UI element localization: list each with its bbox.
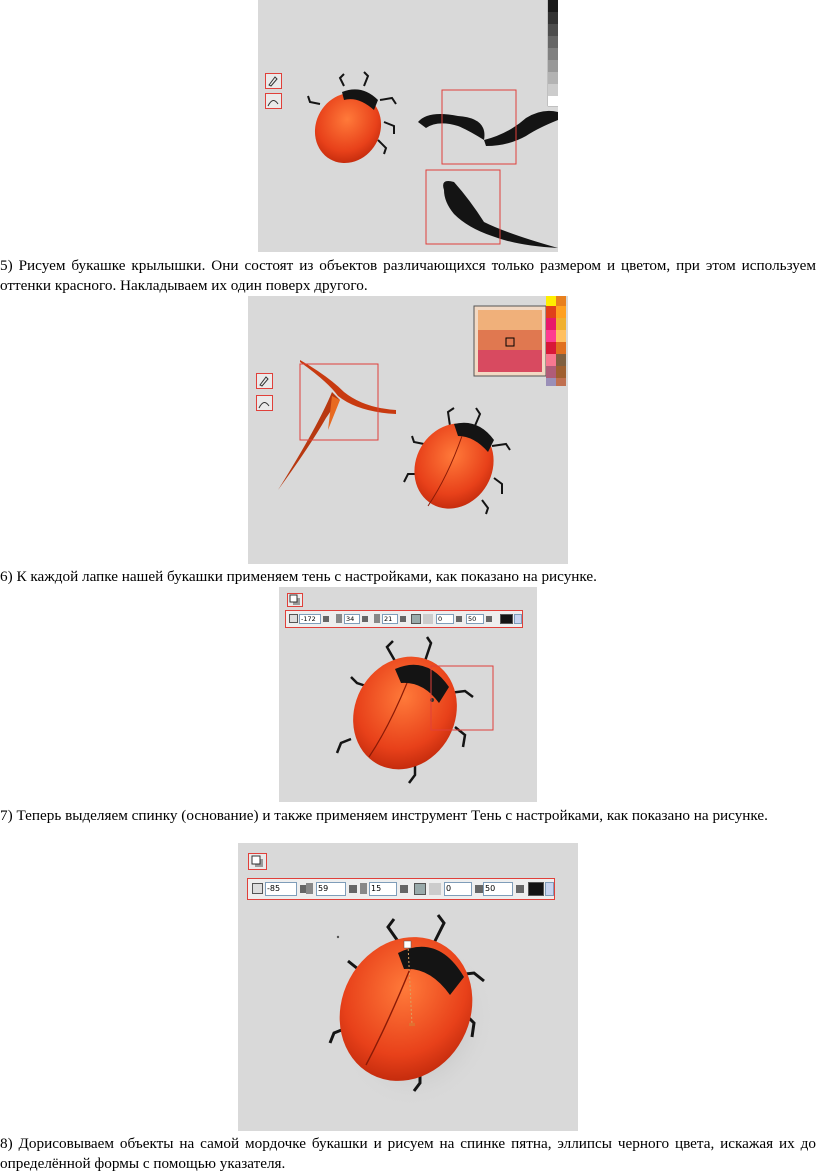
color-picker-grid[interactable] (474, 306, 546, 376)
black-tear-shape (443, 181, 558, 248)
shadow-start-handle[interactable] (404, 941, 411, 948)
wing-stroke-2 (278, 392, 340, 490)
illustration-1-canvas (258, 0, 558, 252)
bezier-icon (266, 94, 281, 108)
shadow-toolbar (285, 610, 523, 628)
color-palette-strip[interactable] (546, 296, 566, 386)
shadow-fade-field[interactable]: 0 (444, 882, 472, 896)
illustration-4 (238, 843, 578, 1131)
shadow-stretch-field[interactable]: 50 (466, 614, 484, 624)
shadow-angle-icon (252, 883, 263, 894)
shadow-toolbar (247, 878, 555, 900)
ladybug-body (399, 409, 509, 523)
bezier-icon (257, 396, 272, 410)
shadow-stretch-field[interactable]: 50 (483, 882, 513, 896)
illustration-3 (279, 587, 537, 802)
step-6-text: 6) К каждой лапке нашей букашки применяем тень с настройками, как показано на рисунке. (0, 568, 597, 585)
spin-arrows-icon[interactable] (486, 616, 492, 622)
illustration-2-canvas (248, 296, 568, 564)
step-8-text: 8) Дорисовываем объекты на самой мордочке букашки и рисуем на спинке пятна, эллипсы черного цвета, искажая их до определённой формы с помощью указателя. (0, 1135, 816, 1172)
feather-edges-icon[interactable] (423, 614, 433, 624)
ladybug-body (334, 638, 477, 787)
feather-direction-icon[interactable] (411, 614, 421, 624)
shadow-slider-handle[interactable] (409, 1023, 415, 1026)
black-stroke-shape-2 (484, 111, 558, 146)
spin-arrows-icon[interactable] (362, 616, 368, 622)
shadow-opacity-icon (336, 614, 342, 623)
shadow-fade-field[interactable]: 0 (436, 614, 454, 624)
freehand-tool-button[interactable] (265, 73, 282, 89)
grayscale-palette[interactable] (548, 0, 558, 106)
bezier-tool-button[interactable] (265, 93, 282, 109)
shadow-opacity-field[interactable]: 34 (344, 614, 360, 624)
shadow-feather-icon (374, 614, 380, 623)
spin-arrows-icon[interactable] (516, 885, 524, 893)
feather-direction-icon[interactable] (414, 883, 426, 895)
shadow-feather-field[interactable]: 21 (382, 614, 398, 624)
shadow-icon (249, 854, 266, 869)
spin-arrows-icon[interactable] (349, 885, 357, 893)
shadow-end-handle[interactable] (337, 936, 339, 938)
shadow-icon (288, 594, 302, 606)
bezier-tool-button[interactable] (256, 395, 273, 411)
freehand-tool-button[interactable] (256, 373, 273, 389)
spin-arrows-icon[interactable] (400, 885, 408, 893)
feather-edges-icon[interactable] (429, 883, 441, 895)
pen-icon (266, 74, 281, 88)
spin-arrows-icon[interactable] (400, 616, 406, 622)
shadow-angle-field[interactable]: -85 (265, 882, 297, 896)
illustration-1 (258, 0, 558, 252)
shadow-tool-button[interactable] (248, 853, 267, 870)
shadow-angle-icon (289, 614, 298, 623)
chevron-down-icon[interactable] (514, 614, 522, 624)
shadow-tool-button[interactable] (287, 593, 303, 607)
illustration-2 (248, 296, 568, 564)
spin-arrows-icon[interactable] (475, 885, 483, 893)
spin-arrows-icon[interactable] (456, 616, 462, 622)
shadow-angle-field[interactable]: -172 (299, 614, 321, 624)
shadow-opacity-field[interactable]: 59 (316, 882, 346, 896)
step-5-text: 5) Рисуем букашке крылышки. Они состоят из объектов различающихся только размером и цветом, при этом используем оттенки красного. Накладываем их один поверх другого. (0, 257, 816, 294)
chevron-down-icon[interactable] (545, 882, 554, 896)
shadow-feather-field[interactable]: 15 (369, 882, 397, 896)
pen-icon (257, 374, 272, 388)
shadow-color-swatch[interactable] (500, 614, 513, 624)
shadow-feather-icon (360, 883, 367, 894)
black-stroke-shape (418, 114, 484, 140)
shadow-opacity-icon (306, 883, 313, 894)
step-7-text: 7) Теперь выделяем спинку (основание) и также применяем инструмент Тень с настройками, как показано на рисунке. (0, 807, 768, 824)
wing-stroke (300, 360, 396, 414)
shadow-color-swatch[interactable] (528, 882, 544, 896)
spin-arrows-icon[interactable] (323, 616, 329, 622)
